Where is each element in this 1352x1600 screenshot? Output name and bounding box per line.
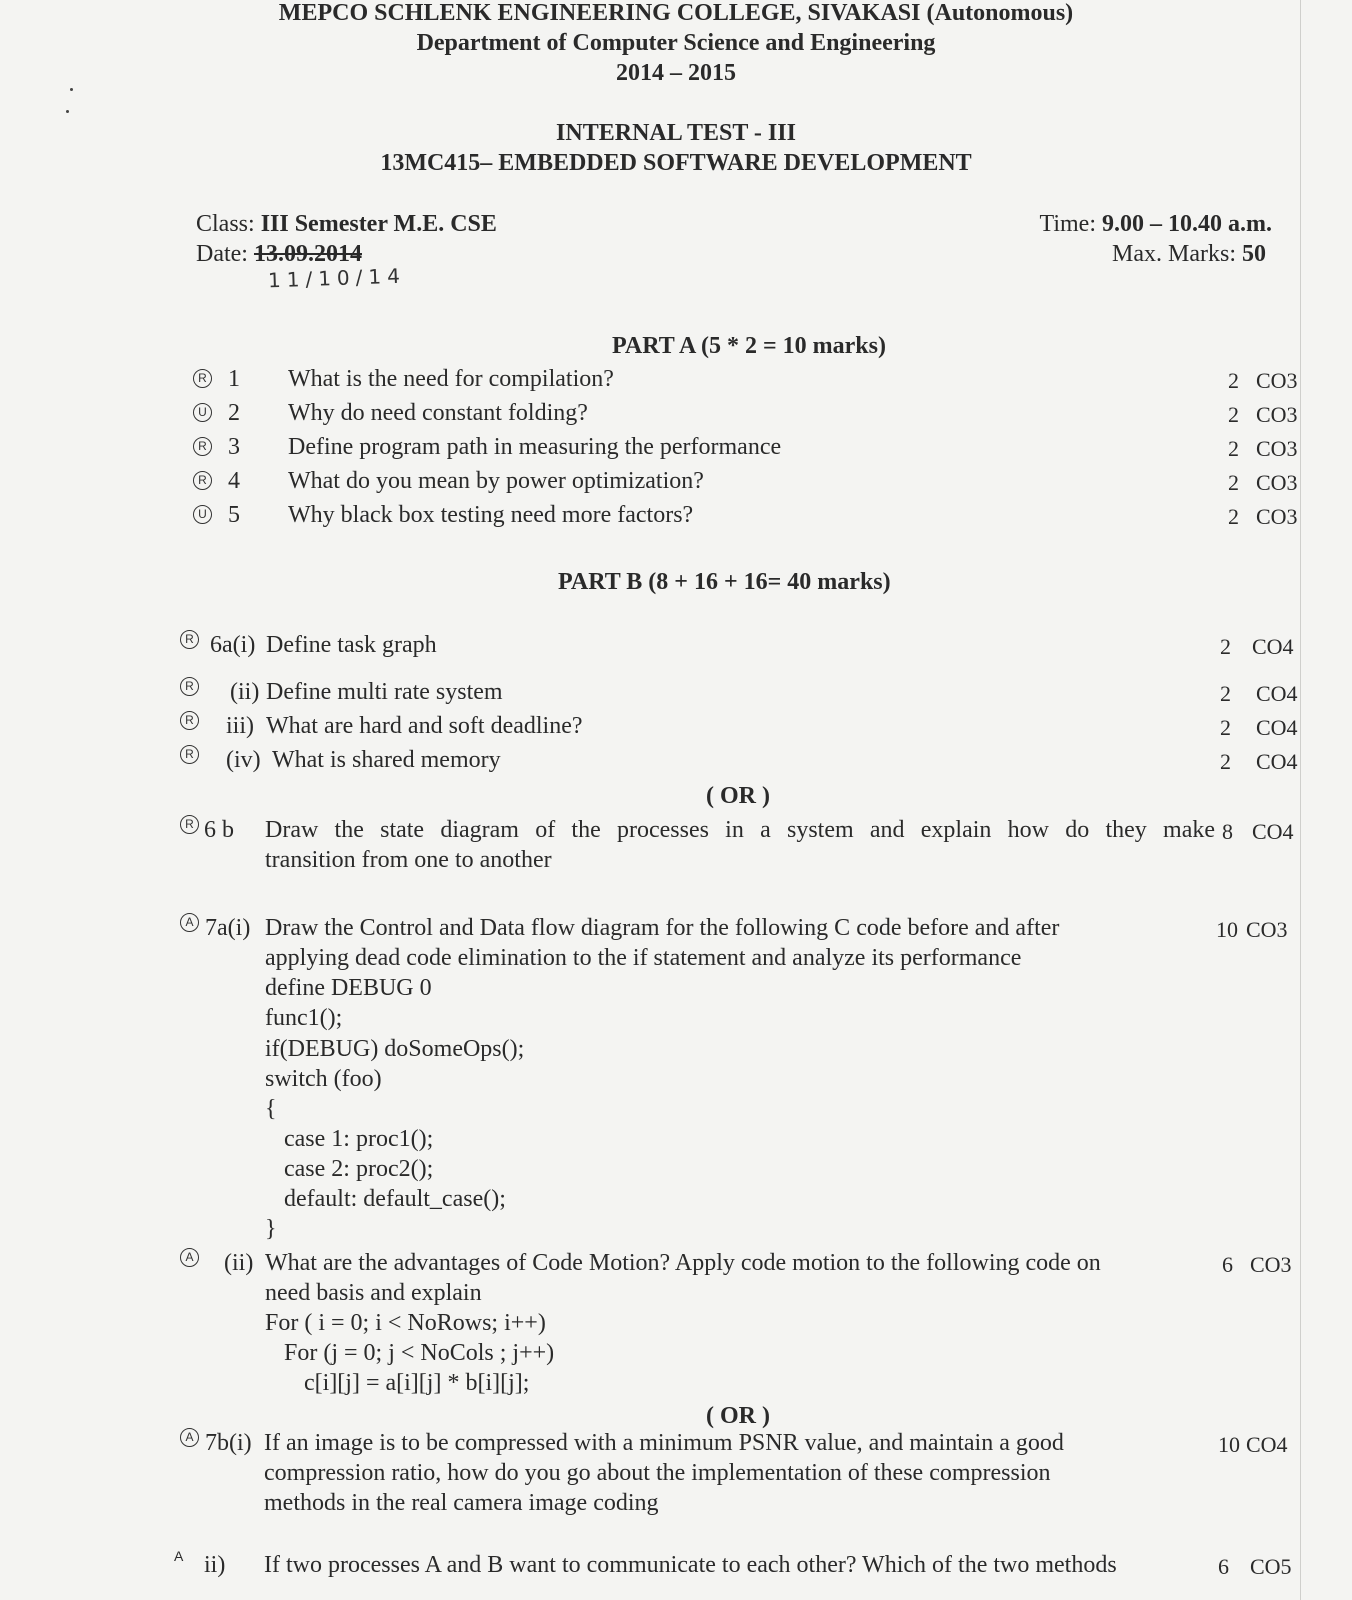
question-text: Draw the Control and Data flow diagram for the following C code before and after: [265, 915, 1060, 941]
level-tag-icon: R: [180, 711, 199, 730]
question-text-cont: methods in the real camera image coding: [264, 1490, 659, 1516]
question-marks: 2: [1220, 715, 1231, 740]
date-value: 13.09.2014: [253, 241, 362, 267]
level-tag-icon: R: [180, 677, 199, 696]
code-line: case 1: proc1();: [284, 1126, 434, 1152]
level-tag-icon: R: [193, 369, 212, 388]
question-co: CO3: [1256, 436, 1298, 461]
question-co: CO3: [1256, 470, 1298, 495]
class-line: [196, 211, 497, 238]
handwritten-date: 11/10/14: [267, 263, 407, 293]
question-marks: 10: [1216, 917, 1238, 942]
question-marks: 2: [1220, 681, 1231, 706]
question-number: 1: [228, 366, 240, 392]
question-text-cont: applying dead code elimination to the if statement and analyze its performance: [265, 945, 1022, 971]
code-line: {: [265, 1096, 277, 1122]
question-number: ii): [204, 1552, 226, 1578]
marks-line: [1112, 241, 1266, 268]
question-text: If an image is to be compressed with a minimum PSNR value, and maintain a good: [264, 1430, 1064, 1456]
question-marks: 2: [1220, 749, 1231, 774]
code-line: if(DEBUG) doSomeOps();: [265, 1036, 525, 1062]
question-text: Why black box testing need more factors?: [288, 502, 694, 528]
question-co: CO4: [1256, 681, 1298, 706]
question-number: (ii): [230, 679, 260, 705]
question-number: 3: [228, 434, 240, 460]
scan-speck: [70, 88, 73, 91]
question-marks: 6: [1222, 1252, 1233, 1277]
code-line: define DEBUG 0: [265, 975, 432, 1001]
question-number: (ii): [224, 1250, 254, 1276]
question-number: 6 b: [204, 817, 234, 843]
code-line: case 2: proc2();: [284, 1156, 434, 1182]
or-divider: ( OR ): [706, 783, 770, 809]
code-line: For (j = 0; j < NoCols ; j++): [284, 1340, 555, 1366]
question-co: CO4: [1246, 1432, 1288, 1457]
question-text: If two processes A and B want to communicate to each other? Which of the two methods: [264, 1552, 1117, 1578]
question-co: CO4: [1252, 819, 1294, 844]
question-number: 7b(i): [205, 1430, 252, 1456]
question-marks: 2: [1228, 402, 1239, 427]
question-marks: 2: [1228, 368, 1239, 393]
question-co: CO3: [1250, 1252, 1292, 1277]
question-number: 7a(i): [205, 915, 251, 941]
question-co: CO5: [1250, 1554, 1292, 1579]
level-tag-icon: R: [193, 471, 212, 490]
question-marks: 10: [1218, 1432, 1240, 1457]
level-tag-text: A: [174, 1548, 184, 1564]
question-text-cont: compression ratio, how do you go about the implementation of these compression: [264, 1460, 1051, 1486]
question-text: Draw the state diagram of the processes in a system and explain how do they make: [265, 817, 1215, 843]
question-co: CO4: [1256, 749, 1298, 774]
level-tag-icon: U: [193, 403, 212, 422]
question-number: 5: [228, 502, 240, 528]
question-text: What are the advantages of Code Motion? Apply code motion to the following code on: [265, 1250, 1101, 1276]
code-line: func1();: [265, 1005, 343, 1031]
date-line: [196, 241, 362, 268]
level-tag-icon: R: [180, 815, 199, 834]
question-text: Define program path in measuring the performance: [288, 434, 782, 460]
question-marks: 2: [1220, 634, 1231, 659]
question-text-cont: need basis and explain: [265, 1280, 482, 1306]
question-marks: 2: [1228, 470, 1239, 495]
question-co: CO4: [1256, 715, 1298, 740]
level-tag-icon: A: [180, 1428, 199, 1447]
time-label: Time:: [1039, 211, 1096, 237]
question-text-cont: transition from one to another: [265, 847, 552, 873]
code-line: }: [265, 1216, 277, 1242]
question-text: Define task graph: [266, 632, 437, 658]
question-text: What do you mean by power optimization?: [288, 468, 704, 494]
code-line: c[i][j] = a[i][j] * b[i][j];: [304, 1370, 530, 1396]
time-value: 9.00 – 10.40 a.m.: [1102, 211, 1272, 237]
question-text: What is the need for compilation?: [288, 366, 614, 392]
question-co: CO4: [1252, 634, 1294, 659]
page-edge: [1300, 0, 1301, 1600]
time-line: [1040, 211, 1272, 238]
course-title: 13MC415– EMBEDDED SOFTWARE DEVELOPMENT: [380, 150, 972, 176]
level-tag-icon: R: [180, 630, 199, 649]
test-title: INTERNAL TEST - III: [556, 120, 796, 146]
class-value: III Semester M.E. CSE: [260, 211, 497, 237]
level-tag-icon: R: [180, 745, 199, 764]
question-marks: 2: [1228, 504, 1239, 529]
level-tag-icon: A: [180, 913, 199, 932]
question-text: Define multi rate system: [266, 679, 503, 705]
question-number: 4: [228, 468, 240, 494]
part-b-title: PART B (8 + 16 + 16= 40 marks): [558, 569, 891, 595]
date-label: Date:: [196, 241, 248, 267]
question-co: CO3: [1256, 368, 1298, 393]
question-text: What are hard and soft deadline?: [266, 713, 583, 739]
code-line: switch (foo): [265, 1066, 382, 1092]
marks-label: Max. Marks:: [1112, 241, 1236, 267]
question-marks: 6: [1218, 1554, 1229, 1579]
level-tag-icon: U: [193, 505, 212, 524]
question-number: iii): [226, 713, 254, 739]
academic-year: 2014 – 2015: [616, 60, 736, 86]
scan-speck: [66, 110, 69, 113]
question-co: CO3: [1246, 917, 1288, 942]
question-number: 2: [228, 400, 240, 426]
code-line: default: default_case();: [284, 1186, 506, 1212]
level-tag-icon: A: [180, 1248, 199, 1267]
code-line: For ( i = 0; i < NoRows; i++): [265, 1310, 546, 1336]
part-a-title: PART A (5 * 2 = 10 marks): [612, 333, 886, 359]
question-marks: 8: [1222, 819, 1233, 844]
question-number: (iv): [226, 747, 261, 773]
class-label: Class:: [196, 211, 255, 237]
question-marks: 2: [1228, 436, 1239, 461]
college-name: MEPCO SCHLENK ENGINEERING COLLEGE, SIVAKASI (Autonomous): [278, 0, 1074, 26]
question-number: 6a(i): [210, 632, 256, 658]
department-name: Department of Computer Science and Engineering: [416, 30, 936, 56]
marks-value: 50: [1242, 241, 1266, 267]
level-tag-icon: R: [193, 437, 212, 456]
or-divider: ( OR ): [706, 1403, 770, 1429]
question-co: CO3: [1256, 504, 1298, 529]
question-co: CO3: [1256, 402, 1298, 427]
question-text: Why do need constant folding?: [288, 400, 588, 426]
question-text: What is shared memory: [272, 747, 501, 773]
